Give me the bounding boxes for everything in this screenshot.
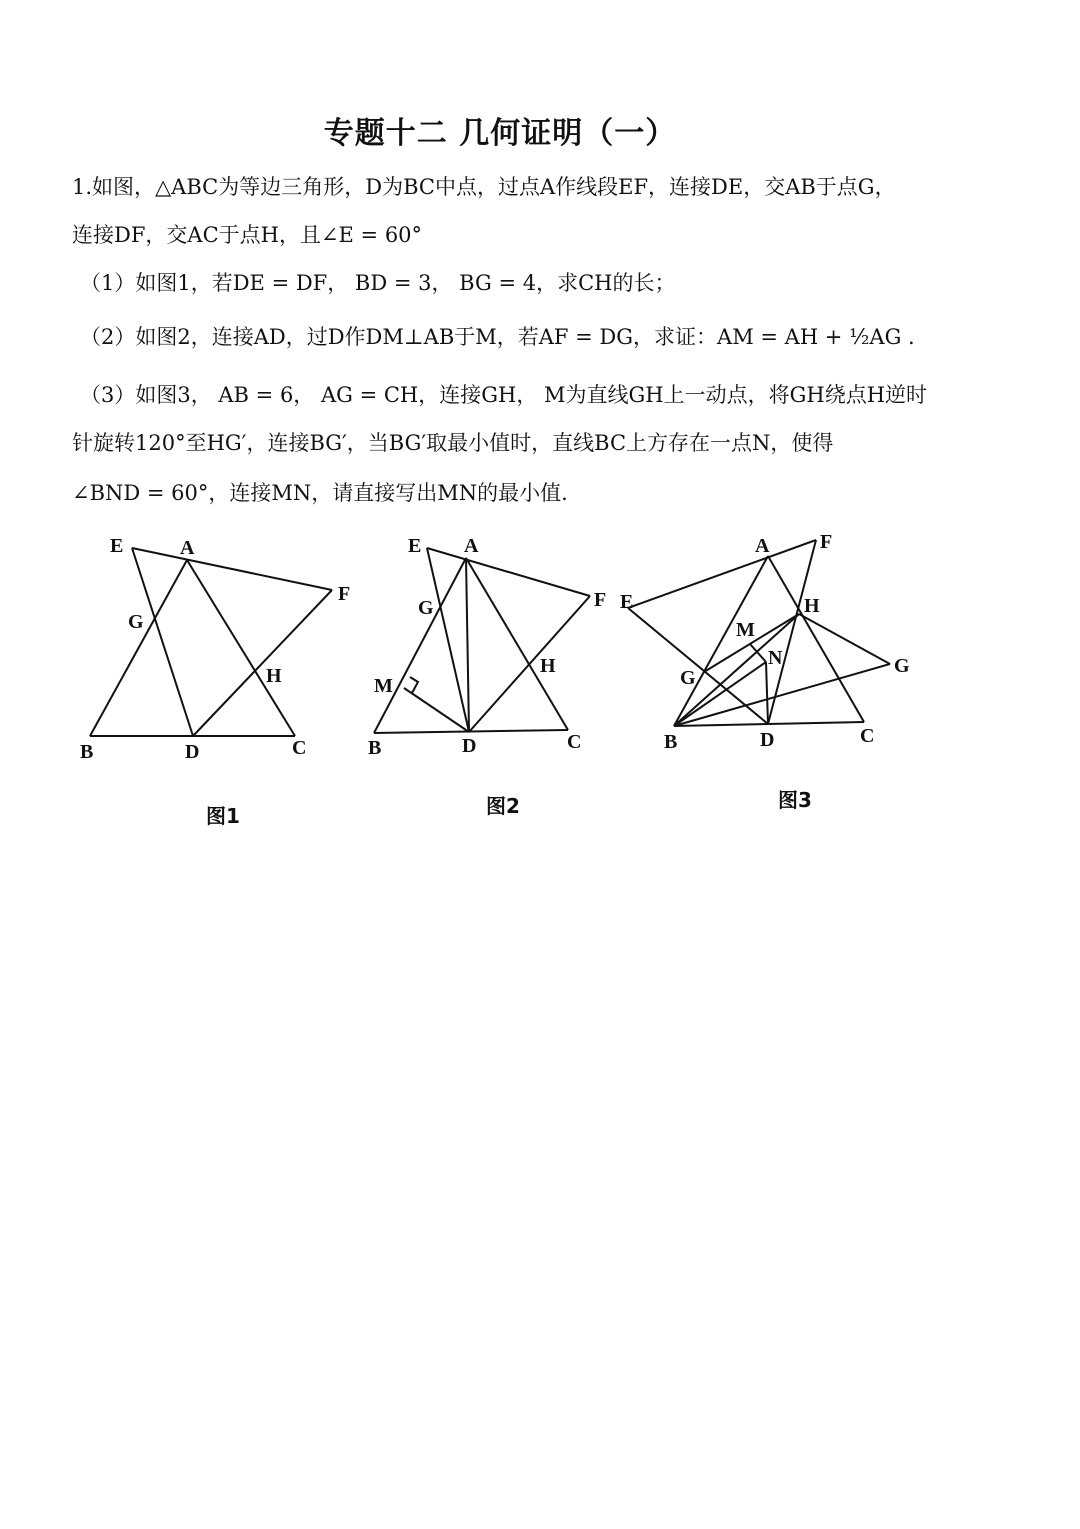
fig2-segment-EF (427, 548, 590, 596)
fig2-label-E: E (408, 535, 422, 557)
fig1-segment-EF (132, 548, 332, 590)
fig2-label-M: M (374, 675, 393, 697)
fig1-label-G: G (128, 611, 144, 633)
figure-2-caption: 图2 (486, 794, 520, 818)
fig2-segment-DM (404, 688, 469, 732)
part-2: （2）如图2，连接AD，过D作DM⊥AB于M，若AF = DG，求证：AM = AH + ½AG . (80, 325, 915, 349)
page-title: 专题十二 几何证明（一） (323, 116, 677, 151)
part-3-line-3: ∠BND = 60°，连接MN，请直接写出MN的最小值. (72, 481, 568, 505)
fig2-label-F: F (594, 589, 607, 611)
fig3-label-G: G (680, 667, 696, 689)
fig2-label-B: B (368, 737, 382, 759)
fig2-label-G: G (418, 597, 434, 619)
fig1-label-A: A (180, 537, 195, 559)
problem-statement-line-1: 1.如图，△ABC为等边三角形，D为BC中点，过点A作线段EF，连接DE，交AB于点G， (72, 175, 896, 199)
fig1-label-C: C (292, 737, 307, 759)
fig3-segment-EF (628, 540, 816, 608)
fig1-label-D: D (185, 741, 200, 763)
fig2-label-C: C (567, 731, 582, 753)
fig1-segment-AC (187, 560, 295, 736)
figure-1-caption: 图1 (206, 804, 240, 828)
fig3-label-E: E (620, 591, 634, 613)
fig2-segment-AB (374, 558, 466, 733)
fig3-label-F: F (820, 531, 833, 553)
fig3-label-B: B (664, 731, 678, 753)
fig2-right-angle-mark (410, 677, 418, 693)
fig3-label-D: D (760, 729, 775, 751)
fig1-label-E: E (110, 535, 124, 557)
fig3-label-M: M (736, 619, 755, 641)
fig3-segment-AC (768, 556, 864, 722)
part-1: （1）如图1，若DE = DF， BD = 3， BG = 4，求CH的长； (80, 271, 676, 295)
fig1-label-F: F (338, 583, 351, 605)
fig3-label-A: A (755, 535, 770, 557)
fig2-label-D: D (462, 735, 477, 757)
fig2-segment-AD (466, 558, 469, 732)
fig3-segment-HG-prime (799, 614, 890, 664)
fig2-label-H: H (540, 655, 556, 677)
part-3-line-1: （3）如图3， AB = 6， AG = CH，连接GH， M为直线GH上一动点，将GH绕点H逆时 (80, 383, 928, 407)
figure-2-diagram (362, 528, 622, 768)
fig3-segment-ND (766, 662, 768, 724)
fig1-label-H: H (266, 665, 282, 687)
fig3-label-C: C (860, 725, 875, 747)
figure-3-caption: 图3 (778, 788, 812, 812)
fig3-label-N: N (768, 647, 783, 669)
fig2-segment-AC (466, 558, 568, 730)
fig2-label-A: A (464, 535, 479, 557)
fig2-segment-DF (469, 596, 590, 732)
fig3-label-H: H (804, 595, 820, 617)
part-3-line-2: 针旋转120°至HG′，连接BG′，当BG′取最小值时，直线BC上方存在一点N，使得 (72, 431, 834, 455)
fig1-segment-DF (193, 590, 332, 736)
fig1-segment-AB (90, 560, 187, 736)
fig2-segment-ED (427, 548, 469, 732)
fig1-label-B: B (80, 741, 94, 763)
figure-3-diagram (616, 526, 926, 756)
fig3-label-G-prime: G (894, 655, 910, 677)
problem-statement-line-2: 连接DF，交AC于点H，且∠E = 60° (72, 223, 423, 247)
figure-1-diagram (70, 530, 370, 770)
